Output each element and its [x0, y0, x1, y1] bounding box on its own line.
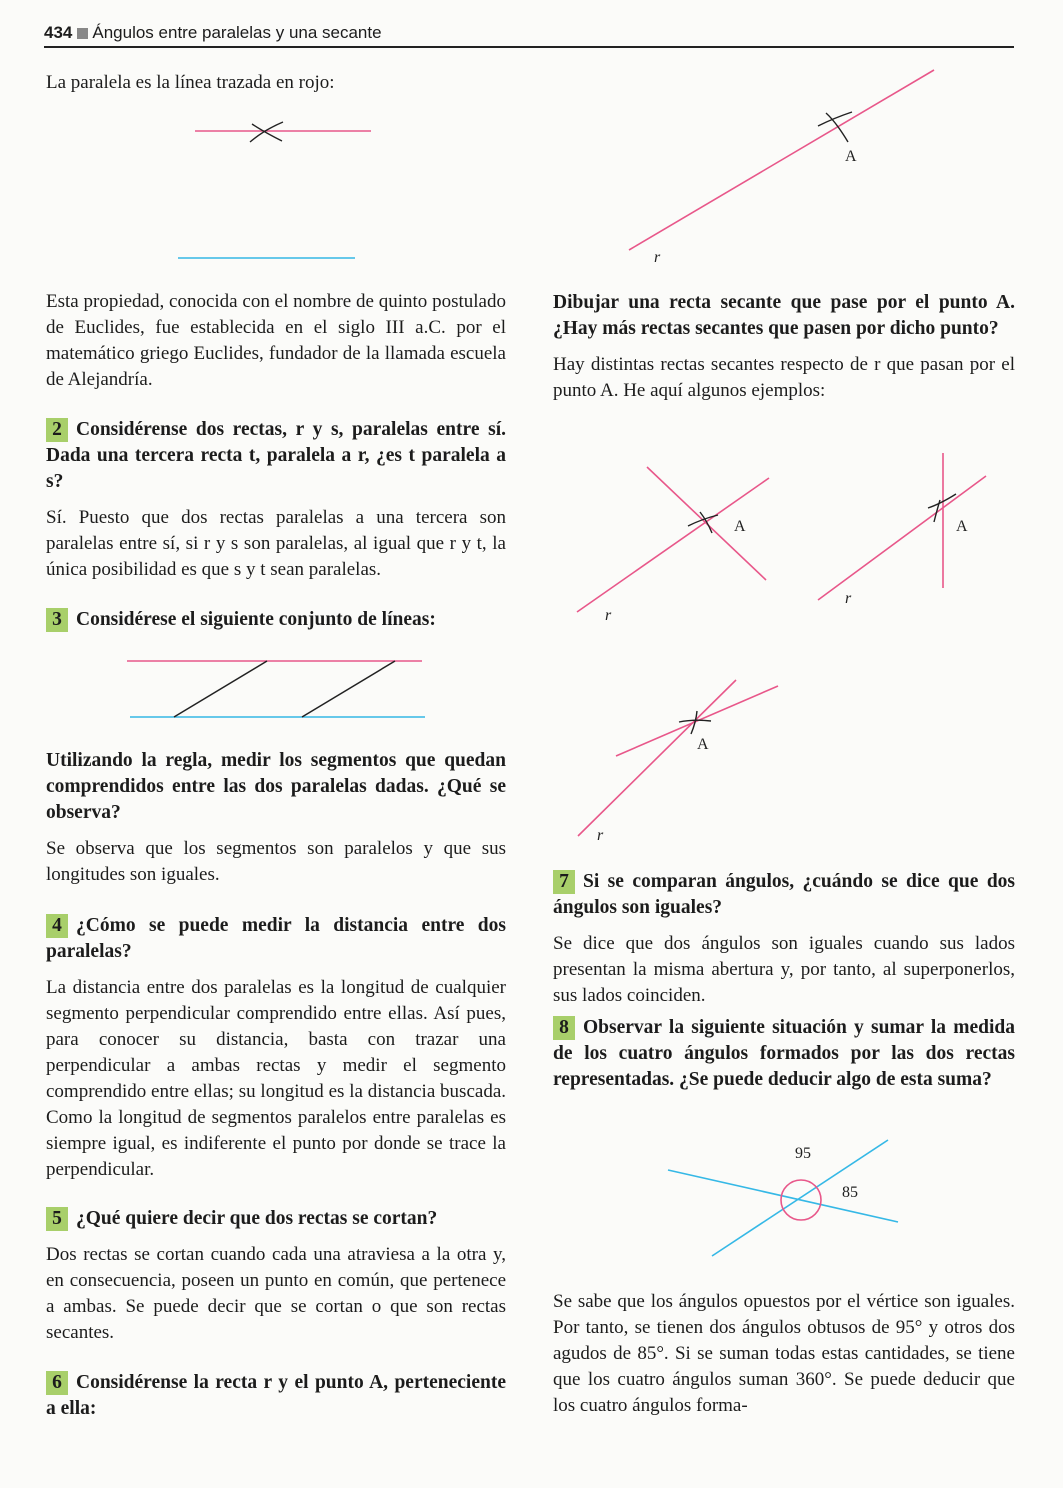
answer-6b: Hay distintas rectas secantes respecto de r que pasan por el punto A. He aquí algunos ejemplos: [553, 354, 1015, 401]
question-4-label: ¿Cómo se puede medir la distancia entre dos paralelas? [46, 915, 506, 962]
question-number-badge: 8 [553, 1016, 575, 1040]
question-6-label: Considérense la recta r y el punto A, perteneciente a ella: [46, 1372, 506, 1419]
answer-7: Se dice que dos ángulos son iguales cuando sus lados presentan la misma abertura y, por tanto, al superponerlos, sus lados coinciden. [553, 933, 1015, 1006]
intro-paragraph: La paralela es la línea trazada en rojo: [46, 72, 335, 93]
question-6b-text: Dibujar una recta secante que pase por el punto A. ¿Hay más rectas secantes que pasen por dicho punto? [553, 292, 1015, 339]
question-8-label: Observar la siguiente situación y sumar la medida de los cuatro ángulos formados por las dos rectas representadas. ¿Se puede deducir algo de esta suma? [553, 1017, 1015, 1090]
label-point-a: A [697, 736, 709, 753]
label-line-r: r [605, 607, 612, 624]
blue-line-1 [668, 1170, 898, 1222]
question-number-badge: 2 [46, 418, 68, 442]
answer-8-text: Se sabe que los ángulos opuestos por el vértice son iguales. Por tanto, se tienen dos ángulos obtusos de 95° y otros dos agudos de 85°. Si se suman todas estas cantidades, se tiene que los cuatro ángulos suman 360°. Se puede deducir que los cuatro ángulos forma- [553, 1291, 1015, 1416]
question-7-label: Si se comparan ángulos, ¿cuándo se dice que dos ángulos son iguales? [553, 871, 1015, 918]
question-2-label: Considérense dos rectas, r y s, paralelas entre sí. Dada una tercera recta t, paralela a r, ¿es t paralela a s? [46, 419, 506, 492]
question-3-label: Considérese el siguiente conjunto de líneas: [76, 609, 436, 630]
angle-label-85: 85 [842, 1184, 858, 1201]
question-number-badge: 6 [46, 1371, 68, 1395]
label-line-r: r [654, 249, 661, 266]
answer-4: La distancia entre dos paralelas es la longitud de cualquier segmento perpendicular comprendido entre ellas. Así pues, para conocer su distancia, basta con trazar una perpendicular a ambas rectas y medir el segmento comprendido entre ellas; su longitud es la distancia buscada. Como la longitud de segmentos paralelos entre paralelas es siempre igual, es indiferente el punto por donde se trace la perpendicular. [46, 977, 506, 1180]
label-line-r: r [597, 827, 604, 844]
question-5-label: ¿Qué quiere decir que dos rectas se cortan? [76, 1208, 438, 1229]
angle-label-95: 95 [795, 1145, 811, 1162]
label-point-a: A [956, 518, 968, 535]
euclid-text: Esta propiedad, conocida con el nombre de quinto postulado de Euclides, fue establecida en el siglo III a.C. por el matemático griego Euclides, fundador de la llamada escuela de Alejandría. [46, 291, 506, 390]
label-point-a: A [734, 518, 746, 535]
question-number-badge: 7 [553, 870, 575, 894]
answer-3: Se observa que los segmentos son paralelos y que sus longitudes son iguales. [46, 838, 506, 885]
answer-2: Sí. Puesto que dos rectas paralelas a una tercera son paralelas entre sí, si r y s son paralelas, al igual que r y t, la única posibilidad es que s y t sean paralelas. [46, 507, 506, 580]
answer-5: Dos rectas se cortan cuando cada una atraviesa a la otra y, en consecuencia, poseen un punto en común, que pertenece a ambas. Se puede decir que se cortan o que son rectas secantes. [46, 1244, 506, 1343]
question-number-badge: 3 [46, 608, 68, 632]
page-number: 434 [44, 23, 73, 42]
label-point-a: A [845, 148, 857, 165]
question-number-badge: 4 [46, 914, 68, 938]
answer-8 [553, 1289, 1015, 1419]
label-line-r: r [845, 590, 852, 607]
question-number-badge: 5 [46, 1207, 68, 1231]
page-title: Ángulos entre paralelas y una secante [92, 23, 382, 42]
question-3b-text: Utilizando la regla, medir los segmentos que quedan comprendidos entre las dos paralelas dadas. ¿Qué se observa? [46, 750, 506, 823]
